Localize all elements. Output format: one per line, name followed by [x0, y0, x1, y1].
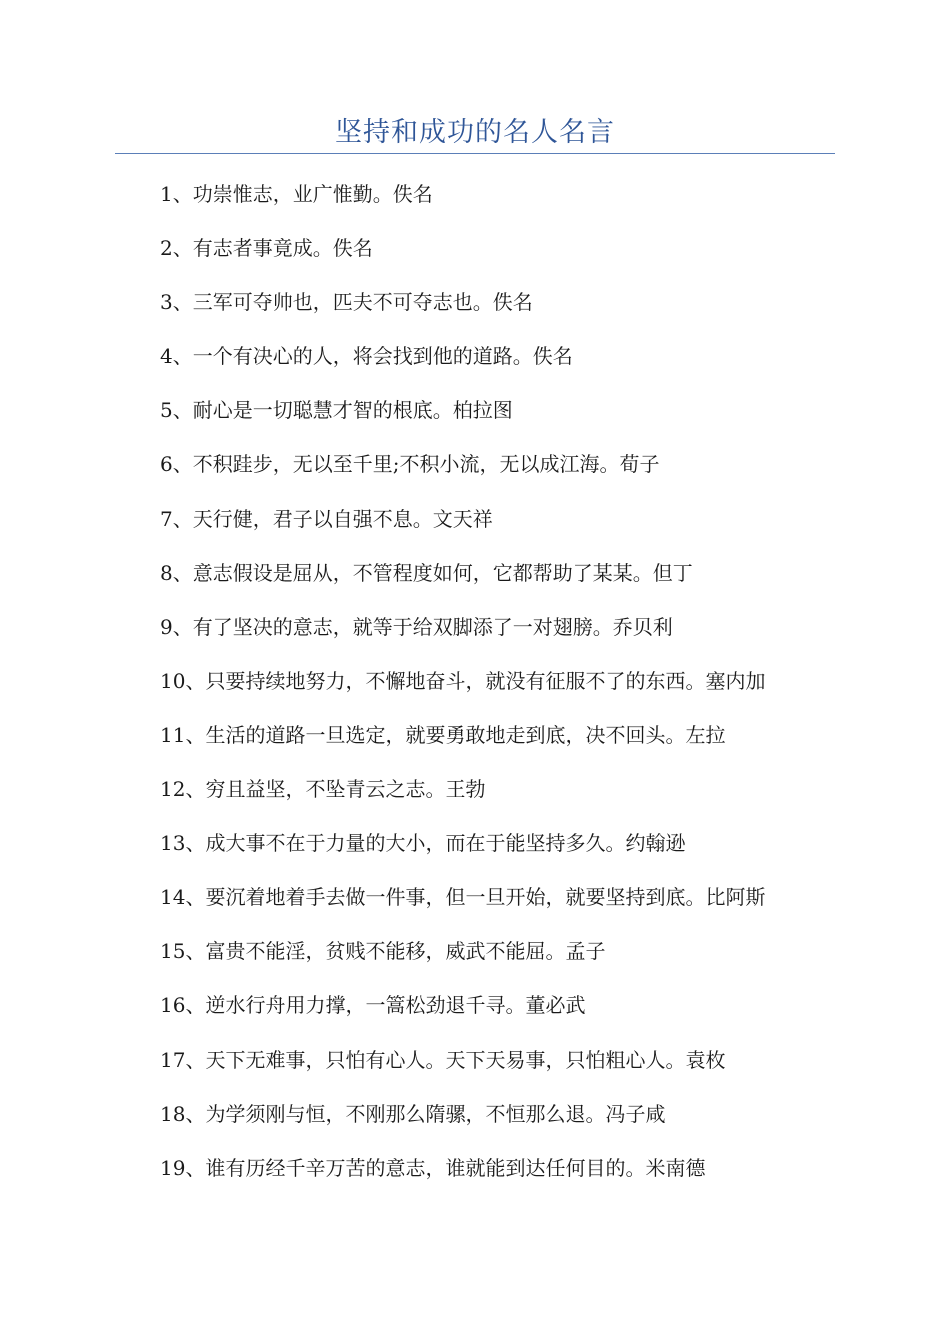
quote-list	[160, 176, 850, 1204]
quote-item: 12、穷且益坚，不坠青云之志。王勃	[160, 777, 486, 802]
quote-item: 14、要沉着地着手去做一件事，但一旦开始，就要坚持到底。比阿斯	[160, 885, 766, 910]
document-title: 坚持和成功的名人名言	[335, 117, 615, 148]
title-underline	[115, 153, 835, 154]
quote-item: 16、逆水行舟用力撑，一篙松劲退千寻。董必武	[160, 993, 586, 1018]
quote-item: 11、生活的道路一旦选定，就要勇敢地走到底，决不回头。左拉	[160, 722, 726, 747]
quote-item: 17、天下无难事，只怕有心人。天下天易事，只怕粗心人。袁枚	[160, 1047, 726, 1072]
quote-item: 3、三军可夺帅也，匹夫不可夺志也。佚名	[160, 290, 533, 315]
quote-item: 7、天行健，君子以自强不息。文天祥	[160, 506, 493, 531]
quote-item: 2、有志者事竟成。佚名	[160, 236, 373, 261]
quote-item: 9、有了坚决的意志，就等于给双脚添了一对翅膀。乔贝利	[160, 614, 673, 639]
quote-item: 6、不积跬步，无以至千里;不积小流，无以成江海。荀子	[160, 452, 660, 477]
quote-item: 13、成大事不在于力量的大小，而在于能坚持多久。约翰逊	[160, 831, 686, 856]
quote-item: 19、谁有历经千辛万苦的意志，谁就能到达任何目的。米南德	[160, 1155, 706, 1180]
quote-item: 1、功崇惟志，业广惟勤。佚名	[160, 182, 433, 206]
quote-item: 18、为学须刚与恒，不刚那么隋骡，不恒那么退。冯子咸	[160, 1101, 666, 1126]
quote-item: 8、意志假设是屈从，不管程度如何，它都帮助了某某。但丁	[160, 560, 693, 585]
quote-item: 5、耐心是一切聪慧才智的根底。柏拉图	[160, 398, 513, 423]
quote-item: 10、只要持续地努力，不懈地奋斗，就没有征服不了的东西。塞内加	[160, 668, 766, 693]
quote-item: 4、一个有决心的人，将会找到他的道路。佚名	[160, 344, 573, 369]
quote-item: 15、富贵不能淫，贫贱不能移，威武不能屈。孟子	[160, 939, 606, 964]
